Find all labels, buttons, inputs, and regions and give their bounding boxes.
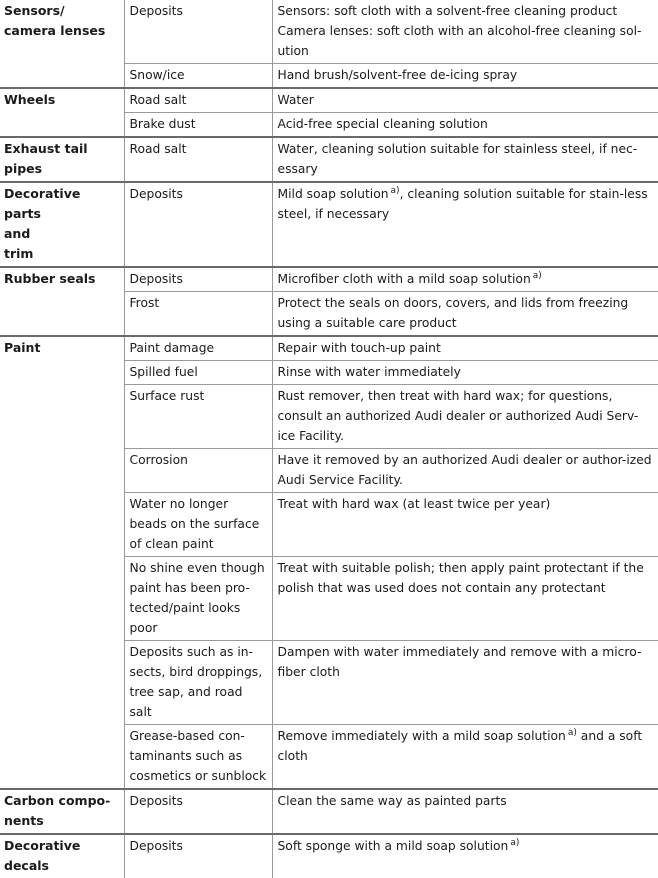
- table-row: [0, 88, 658, 113]
- part-cell: Decorative decals: [0, 834, 124, 878]
- condition-cell: Road salt: [124, 88, 272, 113]
- condition-cell: Spilled fuel: [124, 361, 272, 385]
- remedy-cell: Hand brush/solvent-free de-icing spray: [272, 64, 658, 89]
- condition-cell: Surface rust: [124, 385, 272, 449]
- table-row: [0, 789, 658, 834]
- remedy-cell: Rust remover, then treat with hard wax; for questions, consult an authorized Audi dealer or authorized Audi Serv-ice Facility.: [272, 385, 658, 449]
- condition-cell: Snow/ice: [124, 64, 272, 89]
- remedy-cell: Remove immediately with a mild soap solution $^{a)}$ and a soft cloth: [272, 725, 658, 790]
- remedy-cell: Sensors: soft cloth with a solvent-free cleaning product Camera lenses: soft cloth with an alcohol-free cleaning sol-ution: [272, 0, 658, 64]
- table-row: [0, 137, 658, 182]
- remedy-cell: Protect the seals on doors, covers, and lids from freezing using a suitable care product: [272, 292, 658, 337]
- condition-cell: Deposits: [124, 0, 272, 64]
- remedy-cell: Water: [272, 88, 658, 113]
- condition-cell: No shine even though paint has been pro-tected/paint looks poor: [124, 557, 272, 641]
- remedy-cell: Water, cleaning solution suitable for stainless steel, if nec-essary: [272, 137, 658, 182]
- table-row: [0, 182, 658, 267]
- condition-cell: Paint damage: [124, 336, 272, 361]
- condition-cell: Deposits: [124, 182, 272, 267]
- remedy-cell: Repair with touch-up paint: [272, 336, 658, 361]
- condition-cell: Deposits such as in-sects, bird droppings, tree sap, and road salt: [124, 641, 272, 725]
- condition-cell: Deposits: [124, 789, 272, 834]
- table-row: [0, 834, 658, 878]
- remedy-cell: Rinse with water immediately: [272, 361, 658, 385]
- condition-cell: Deposits: [124, 834, 272, 878]
- part-cell: Exhaust tail pipes: [0, 137, 124, 182]
- remedy-cell: Mild soap solution $^{a)}$, cleaning solution suitable for stain-less steel, if necessary: [272, 182, 658, 267]
- table-row: [0, 336, 658, 361]
- part-cell: Rubber seals: [0, 267, 124, 336]
- remedy-cell: Have it removed by an authorized Audi dealer or author-ized Audi Service Facility.: [272, 449, 658, 493]
- condition-cell: Deposits: [124, 267, 272, 292]
- part-cell: Carbon compo-nents: [0, 789, 124, 834]
- condition-cell: Water no longer beads on the surface of clean paint: [124, 493, 272, 557]
- part-cell: Decorative parts and trim: [0, 182, 124, 267]
- remedy-cell: Soft sponge with a mild soap solution $^{a)}$: [272, 834, 658, 878]
- part-cell: Sensors/ camera lenses: [0, 0, 124, 88]
- condition-cell: Road salt: [124, 137, 272, 182]
- remedy-cell: Dampen with water immediately and remove with a micro-fiber cloth: [272, 641, 658, 725]
- part-cell: Wheels: [0, 88, 124, 137]
- remedy-cell: Clean the same way as painted parts: [272, 789, 658, 834]
- condition-cell: Grease-based con-taminants such as cosmetics or sunblock: [124, 725, 272, 790]
- remedy-cell: Microfiber cloth with a mild soap solution $^{a)}$: [272, 267, 658, 292]
- table-row: [0, 267, 658, 292]
- remedy-cell: Treat with hard wax (at least twice per year): [272, 493, 658, 557]
- condition-cell: Brake dust: [124, 113, 272, 138]
- table-row: [0, 0, 658, 64]
- condition-cell: Corrosion: [124, 449, 272, 493]
- condition-cell: Frost: [124, 292, 272, 337]
- remedy-cell: Acid-free special cleaning solution: [272, 113, 658, 138]
- part-cell: Paint: [0, 336, 124, 789]
- remedy-cell: Treat with suitable polish; then apply paint protectant if the polish that was used does not contain any protectant: [272, 557, 658, 641]
